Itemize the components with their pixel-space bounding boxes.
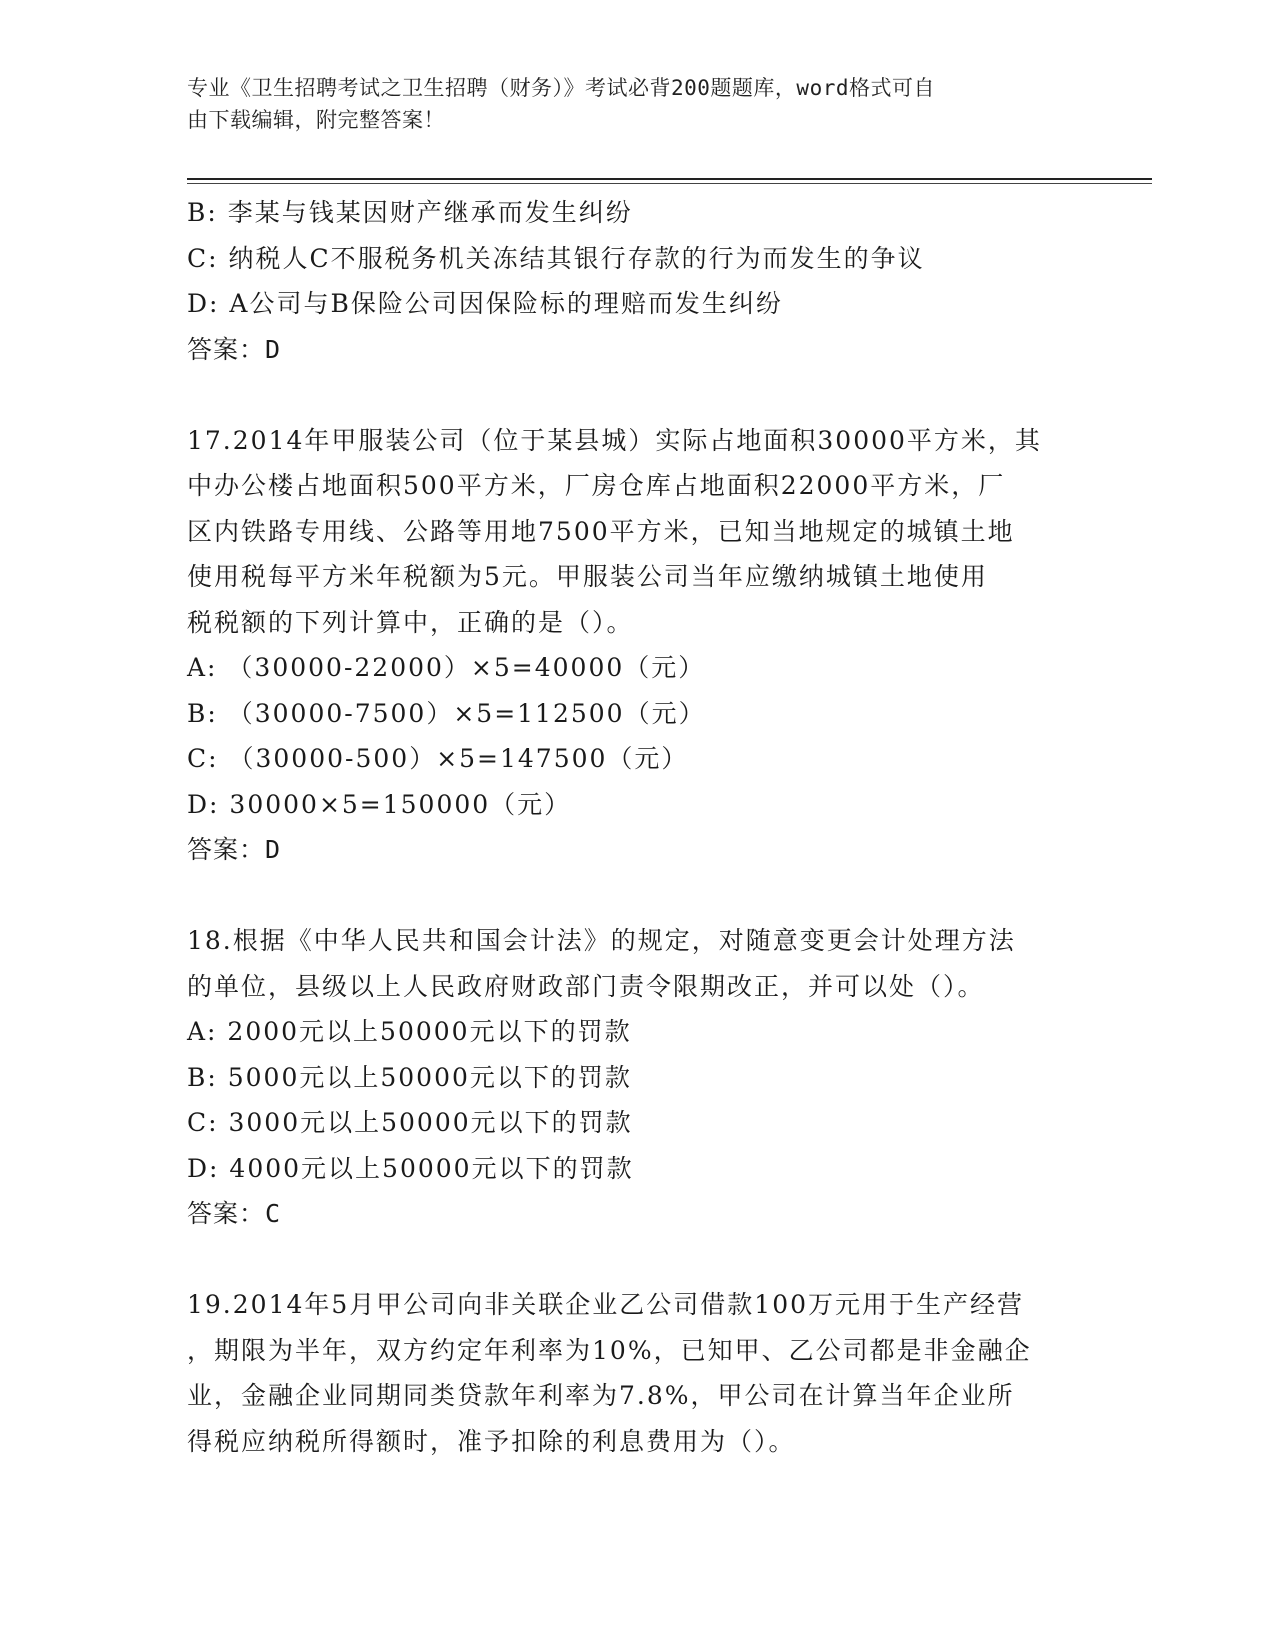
spacer (187, 1237, 1087, 1283)
option-b: B: 5000元以上50000元以下的罚款 (187, 1062, 632, 1092)
option-d: D: 30000×5=150000（元） (187, 789, 572, 819)
question-text-line: 税税额的下列计算中，正确的是（）。 (187, 607, 634, 637)
option-d: D: 4000元以上50000元以下的罚款 (187, 1153, 634, 1183)
header-rule-thin (187, 183, 1152, 184)
option-a: A: 2000元以上50000元以下的罚款 (187, 1017, 632, 1046)
question-17 (187, 418, 1087, 873)
question-text-line: 19.2014年5月甲公司向非关联企业乙公司借款100万元用于生产经营 (187, 1290, 1025, 1319)
header-line-2: 由下载编辑，附完整答案！ (187, 108, 445, 132)
question-text-line: 业，金融企业同期同类贷款年利率为7.8%，甲公司在计算当年企业所 (187, 1381, 1015, 1410)
header-rule-thick (187, 178, 1152, 180)
document-header (187, 72, 1067, 136)
question-text-line: 17.2014年甲服装公司（位于某县城）实际占地面积30000平方米，其 (187, 425, 1042, 455)
spacer (187, 372, 1087, 418)
question-text-line: ，期限为半年，双方约定年利率为10%，已知甲、乙公司都是非金融企 (187, 1335, 1032, 1365)
option-c: C: 3000元以上50000元以下的罚款 (187, 1108, 633, 1137)
question-18 (187, 918, 1087, 1237)
question-text-line: 区内铁路专用线、公路等用地7500平方米，已知当地规定的城镇土地 (187, 516, 1015, 546)
option-b: B: （30000-7500）×5=112500（元） (187, 698, 706, 728)
question-19 (187, 1282, 1087, 1464)
option-c: C: 纳税人C不服税务机关冻结其银行存款的行为而发生的争议 (187, 243, 925, 273)
document-body (187, 190, 1087, 1464)
question-text-line: 的单位，县级以上人民政府财政部门责令限期改正，并可以处（）。 (187, 971, 985, 1001)
spacer (187, 873, 1087, 919)
answer-line: 答案：C (187, 1199, 282, 1228)
question-text-line: 使用税每平方米年税额为5元。甲服装公司当年应缴纳城镇土地使用 (187, 562, 988, 591)
option-c: C: （30000-500）×5=147500（元） (187, 744, 689, 773)
answer-line: 答案：D (187, 835, 282, 864)
question-text-line: 18.根据《中华人民共和国会计法》的规定，对随意变更会计处理方法 (187, 926, 1016, 955)
option-a: A: （30000-22000）×5=40000（元） (187, 653, 706, 682)
option-b: B: 李某与钱某因财产继承而发生纠纷 (187, 198, 633, 227)
option-d: D: A公司与B保险公司因保险标的理赔而发生纠纷 (187, 289, 783, 318)
question-16-continued (187, 190, 1087, 372)
question-text-line: 中办公楼占地面积500平方米，厂房仓库占地面积22000平方米，厂 (187, 471, 1006, 500)
answer-line: 答案：D (187, 334, 282, 364)
question-text-line: 得税应纳税所得额时，准予扣除的利息费用为（）。 (187, 1426, 796, 1456)
header-line-1: 专业《卫生招聘考试之卫生招聘（财务）》考试必背200题题库，word格式可自 (187, 76, 935, 100)
